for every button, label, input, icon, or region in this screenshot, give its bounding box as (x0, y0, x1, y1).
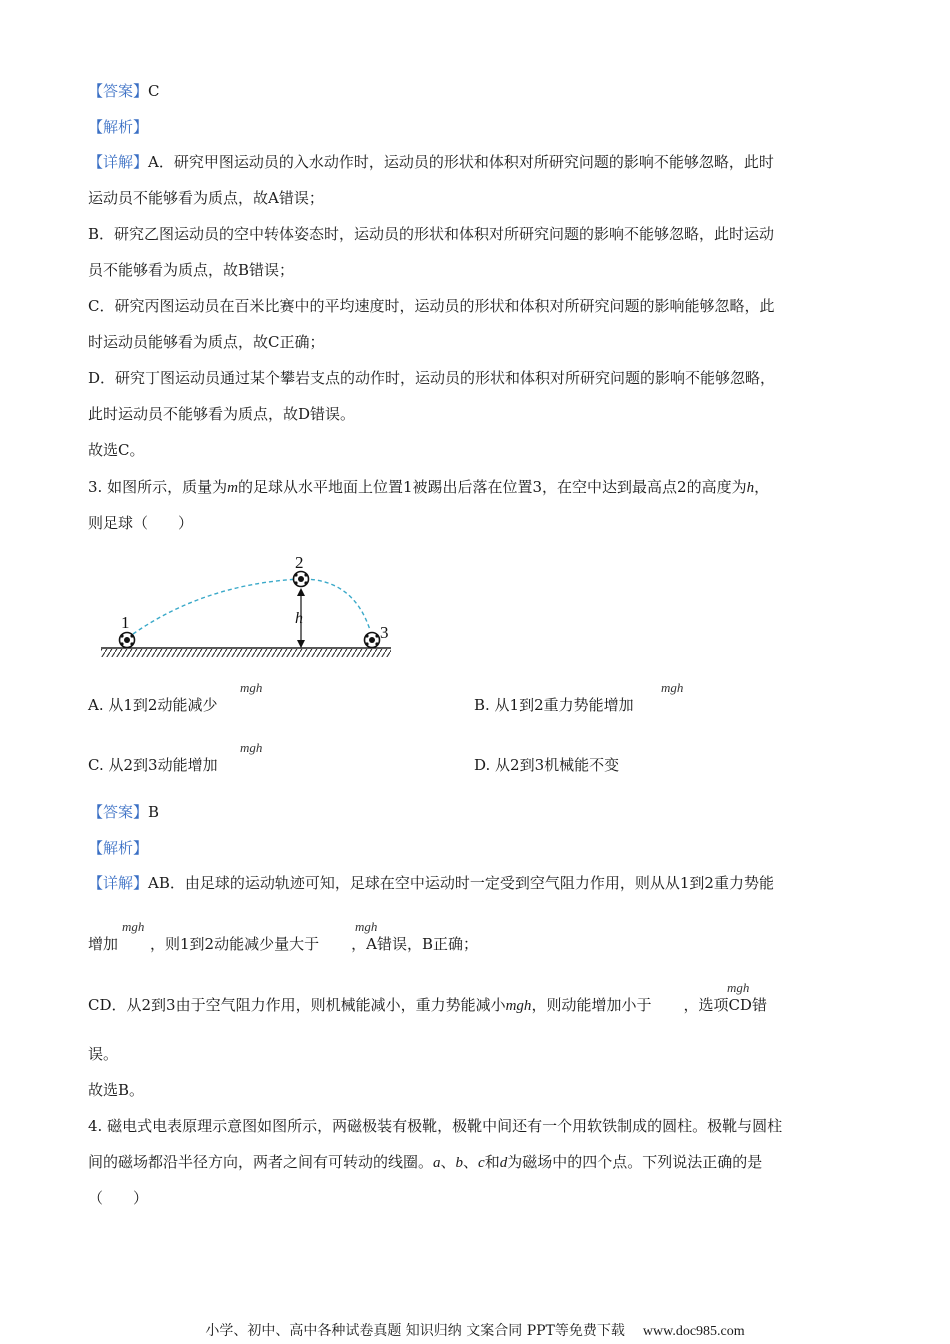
detail-line: 员不能够看为质点，故B错误； (88, 261, 295, 279)
option-d: D. 从2到3机械能不变 (474, 756, 620, 774)
answer-row (88, 802, 159, 822)
detail-line: 【详解】A．研究甲图运动员的入水动作时，运动员的形状和体积对所研究问题的影响不能够忽略，此时 (88, 153, 774, 171)
ball-2-icon (294, 572, 309, 587)
label-2: 2 (295, 553, 304, 572)
option-c-mgh: mgh (240, 740, 263, 755)
conclusion: 故选B。 (88, 1081, 145, 1099)
detail-line: 时运动员能够看为质点，故C正确； (88, 333, 325, 351)
detail-line: C．研究丙图运动员在百米比赛中的平均速度时，运动员的形状和体积对所研究问题的影响能够忽略，此 (88, 297, 775, 315)
detail-line: 增加 ，则1到2动能减少量大于 ，A错误，B正确； (88, 935, 478, 953)
var-h: h (746, 480, 755, 496)
question-stem-line3: （ ） (88, 1189, 149, 1207)
question-stem-line2: 则足球（ ） (88, 514, 194, 532)
question-stem: 3. 如图所示，质量为m的足球从水平地面上位置1被踢出后落在位置3，在空中达到最高点2的高度为h， (88, 478, 770, 496)
answer-row (88, 81, 160, 101)
option-b: B. 从1到2重力势能增加 (474, 696, 634, 714)
ball-3-icon (365, 633, 380, 648)
page-footer (0, 1320, 950, 1340)
detail-line: D．研究丁图运动员通过某个攀岩支点的动作时，运动员的形状和体积对所研究问题的影响不能够忽略， (88, 369, 776, 387)
footer-url[interactable]: www.doc985.com (642, 1324, 745, 1339)
answer-tag: 【答案】 (88, 82, 149, 100)
detail-tag: 【详解】 (88, 153, 149, 171)
option-a: A. 从1到2动能减少 (88, 696, 218, 714)
detail-line: 此时运动员不能够看为质点，故D错误。 (88, 405, 356, 423)
detail-line: B．研究乙图运动员的空中转体姿态时，运动员的形状和体积对所研究问题的影响不能够忽略，此时运动 (88, 225, 775, 243)
label-3: 3 (380, 623, 389, 642)
trajectory-figure (95, 548, 415, 663)
height-arrow-down-icon (297, 640, 305, 648)
analysis-tag: 【解析】 (88, 118, 149, 136)
var-m: m (227, 480, 238, 496)
option-b-mgh: mgh (661, 680, 684, 695)
label-1: 1 (121, 613, 130, 632)
footer-text: 小学、初中、高中各种试卷真题 知识归纳 文案合同 PPT等免费下载 (205, 1323, 625, 1339)
detail-mgh: mgh (727, 980, 750, 995)
question-stem: 4. 磁电式电表原理示意图如图所示，两磁极装有极靴，极靴中间还有一个用软铁制成的圆柱。极靴与圆柱 (88, 1117, 783, 1135)
analysis-tag: 【解析】 (88, 839, 149, 857)
detail-line: 【详解】AB．由足球的运动轨迹可知，足球在空中运动时一定受到空气阻力作用，则从从1到2重力势能 (88, 874, 774, 892)
option-c: C. 从2到3动能增加 (88, 756, 218, 774)
answer-tag: 【答案】 (88, 803, 149, 821)
detail-line: 运动员不能够看为质点，故A错误； (88, 189, 324, 207)
detail-mgh: mgh (122, 919, 145, 934)
ball-1-icon (120, 633, 135, 648)
detail-mgh: mgh (355, 919, 378, 934)
label-h: h (295, 610, 303, 627)
answer-value: C (148, 82, 160, 100)
trajectory-curve (133, 579, 370, 634)
detail-tag: 【详解】 (88, 874, 149, 892)
detail-line: 误。 (88, 1045, 119, 1063)
height-arrow-up-icon (297, 588, 305, 596)
ground-hatch (101, 649, 391, 657)
question-stem-line2: 间的磁场都沿半径方向，两者之间有可转动的线圈。a、b、c和d为磁场中的四个点。下列说法正确的是 (88, 1153, 763, 1171)
answer-value: B (148, 803, 160, 821)
detail-line: CD．从2到3由于空气阻力作用，则机械能减小，重力势能减小mgh，则动能增加小于 ，选项CD错 (88, 996, 767, 1014)
option-a-mgh: mgh (240, 680, 263, 695)
conclusion: 故选C。 (88, 441, 145, 459)
